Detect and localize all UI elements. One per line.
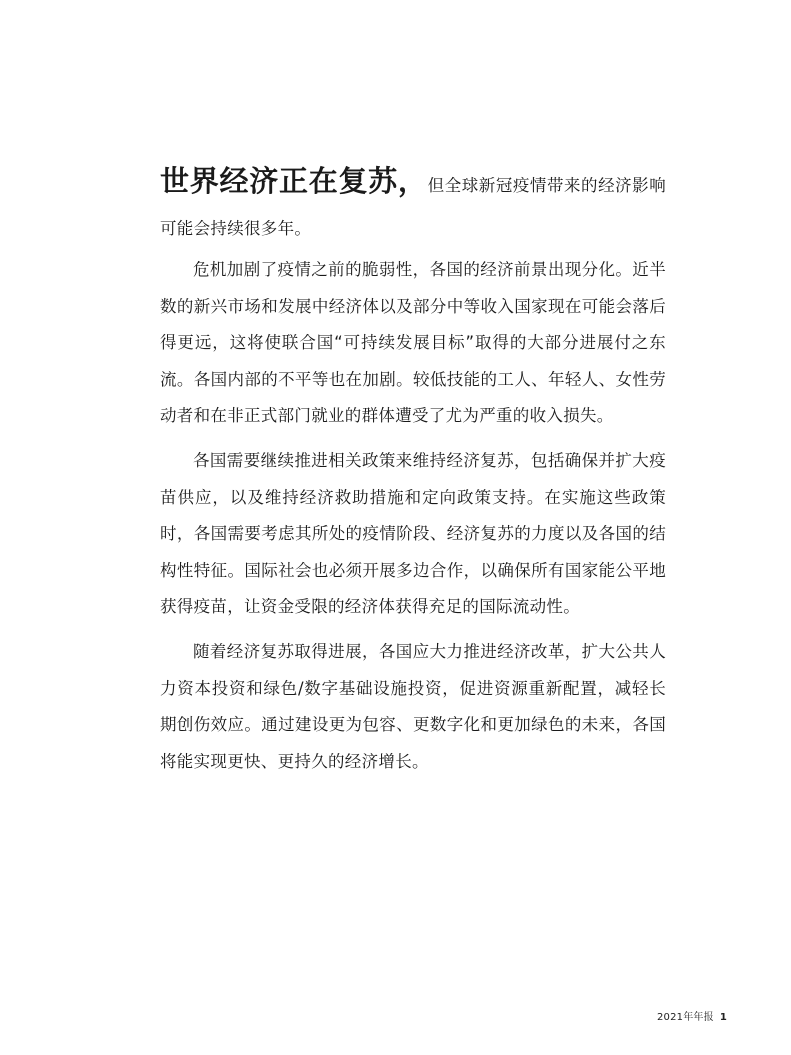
body-paragraph: 各国需要继续推进相关政策来维持经济复苏，包括确保并扩大疫苗供应，以及维持经济救助措施和定向政策支持。在实施这些政策时，各国需要考虑其所处的疫情阶段、经济复苏的力度以及各国的结构性特征。国际社会也必须开展多边合作，以确保所有国家能公平地获得疫苗，让资金受限的经济体获得充足的国际流动性。	[160, 450, 666, 617]
page-number: 1	[719, 1012, 727, 1023]
page-footer	[657, 1008, 727, 1023]
lead-heading: 世界经济正在复苏，	[160, 164, 428, 198]
intro-paragraph	[160, 160, 666, 250]
body-paragraph: 随着经济复苏取得进展，各国应大力推进经济改革，扩大公共人力资本投资和绿色/数字基础设施投资，促进资源重新配置，减轻长期创伤效应。通过建设更为包容、更数字化和更加绿色的未来，各国将能实现更快、更持久的经济增长。	[160, 641, 666, 771]
body-paragraph: 危机加剧了疫情之前的脆弱性，各国的经济前景出现分化。近半数的新兴市场和发展中经济体以及部分中等收入国家现在可能会落后得更远，这将使联合国“可持续发展目标”取得的大部分进展付之东流。各国内部的不平等也在加剧。较低技能的工人、年轻人、女性劳动者和在非正式部门就业的群体遭受了尤为严重的收入损失。	[160, 260, 666, 426]
report-label: 2021年年报	[656, 1012, 714, 1023]
lead-text: 但全球新冠疫情带来的经济影响可能会持续很多年。	[160, 176, 666, 238]
article-body	[160, 160, 666, 780]
